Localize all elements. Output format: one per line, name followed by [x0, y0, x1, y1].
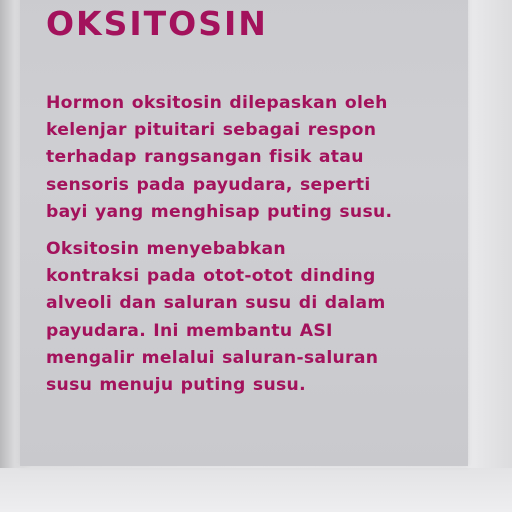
card-title: OKSITOSIN — [46, 4, 268, 43]
paragraph-oxytocin-effect: Oksitosin menyebabkan kontraksi pada otot-otot dinding alveoli dan saluran susu di dalam payudara. Ini membantu ASI mengalir melalui saluran-saluran susu menuju puting susu. — [46, 239, 386, 396]
page-bottom-margin — [0, 468, 512, 512]
paragraph-oxytocin-release: Hormon oksitosin dilepaskan oleh kelenjar pituitari sebagai respon terhadap rangsangan fisik atau sensoris pada payudara, seperti bayi yang menghisap puting susu. — [46, 93, 393, 222]
page-edge — [0, 0, 14, 512]
